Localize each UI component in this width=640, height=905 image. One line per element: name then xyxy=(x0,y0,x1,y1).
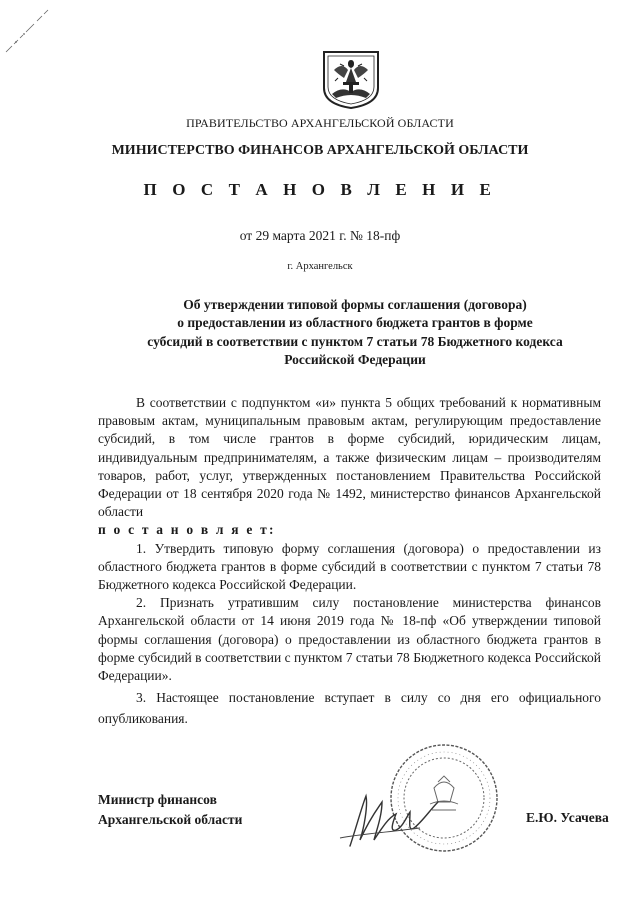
signer-name: Е.Ю. Усачева xyxy=(526,810,609,825)
document-type: П О С Т А Н О В Л Е Н И Е xyxy=(143,180,497,199)
government-name: ПРАВИТЕЛЬСТВО АРХАНГЕЛЬСКОЙ ОБЛАСТИ xyxy=(186,116,454,130)
city: г. Архангельск xyxy=(287,261,353,272)
title-line: Об утверждении типовой формы соглашения (договора) xyxy=(183,297,527,312)
item-1: 1. Утвердить типовую форму соглашения (договора) о предоставлении из областного бюджета грантов в форме субсидий в соответствии с пунктом 7 статьи 78 Бюджетного кодекса Российской Федерации. xyxy=(98,540,601,593)
item-3: 3. Настоящее постановление вступает в силу со дня его официального опубликования. xyxy=(98,690,601,727)
document-body xyxy=(98,394,601,729)
position-line: Министр финансов xyxy=(98,792,217,807)
decree-word: п о с т а н о в л я е т: xyxy=(98,522,276,538)
title-line: субсидий в соответствии с пунктом 7 статьи 78 Бюджетного кодекса xyxy=(147,333,563,349)
scan-mark-icon xyxy=(4,8,50,54)
item-2: 2. Признать утратившим силу постановление министерства финансов Архангельской области от 14 июня 2019 года № 18-пф «Об утверждении типовой формы соглашения (договора) о предоставлении из областного бюджета грантов в форме субсидий в соответствии с пунктом 7 статьи 78 Бюджетного кодекса Российской Федерации». xyxy=(98,595,601,684)
ministry-name: МИНИСТЕРСТВО ФИНАНСОВ АРХАНГЕЛЬСКОЙ ОБЛАСТИ xyxy=(111,143,529,158)
handwritten-signature-icon xyxy=(330,788,460,852)
coat-of-arms-icon xyxy=(320,48,382,110)
signer-position xyxy=(98,790,242,830)
date-number: от 29 марта 2021 г. № 18-пф xyxy=(239,228,401,243)
document-title xyxy=(100,296,610,370)
position-line: Архангельской области xyxy=(98,812,243,827)
title-line: о предоставлении из областного бюджета грантов в форме xyxy=(177,315,533,331)
intro-paragraph: В соответствии с подпунктом «и» пункта 5 общих требований к нормативным правовым актам, муниципальным правовым актам, регулирующим предоставление субсидий, в том числе грантов в форме субсидий, юридическим лицам, индивидуальным предпринимателям, а также физическим лицам – производителям товаров, работ, услуг, утвержденных постановлением Правительства Российской Федерации от 18 сентября 2020 года № 1492, министерство финансов Архангельской области xyxy=(98,395,601,520)
title-line: Российской Федерации xyxy=(284,352,426,368)
